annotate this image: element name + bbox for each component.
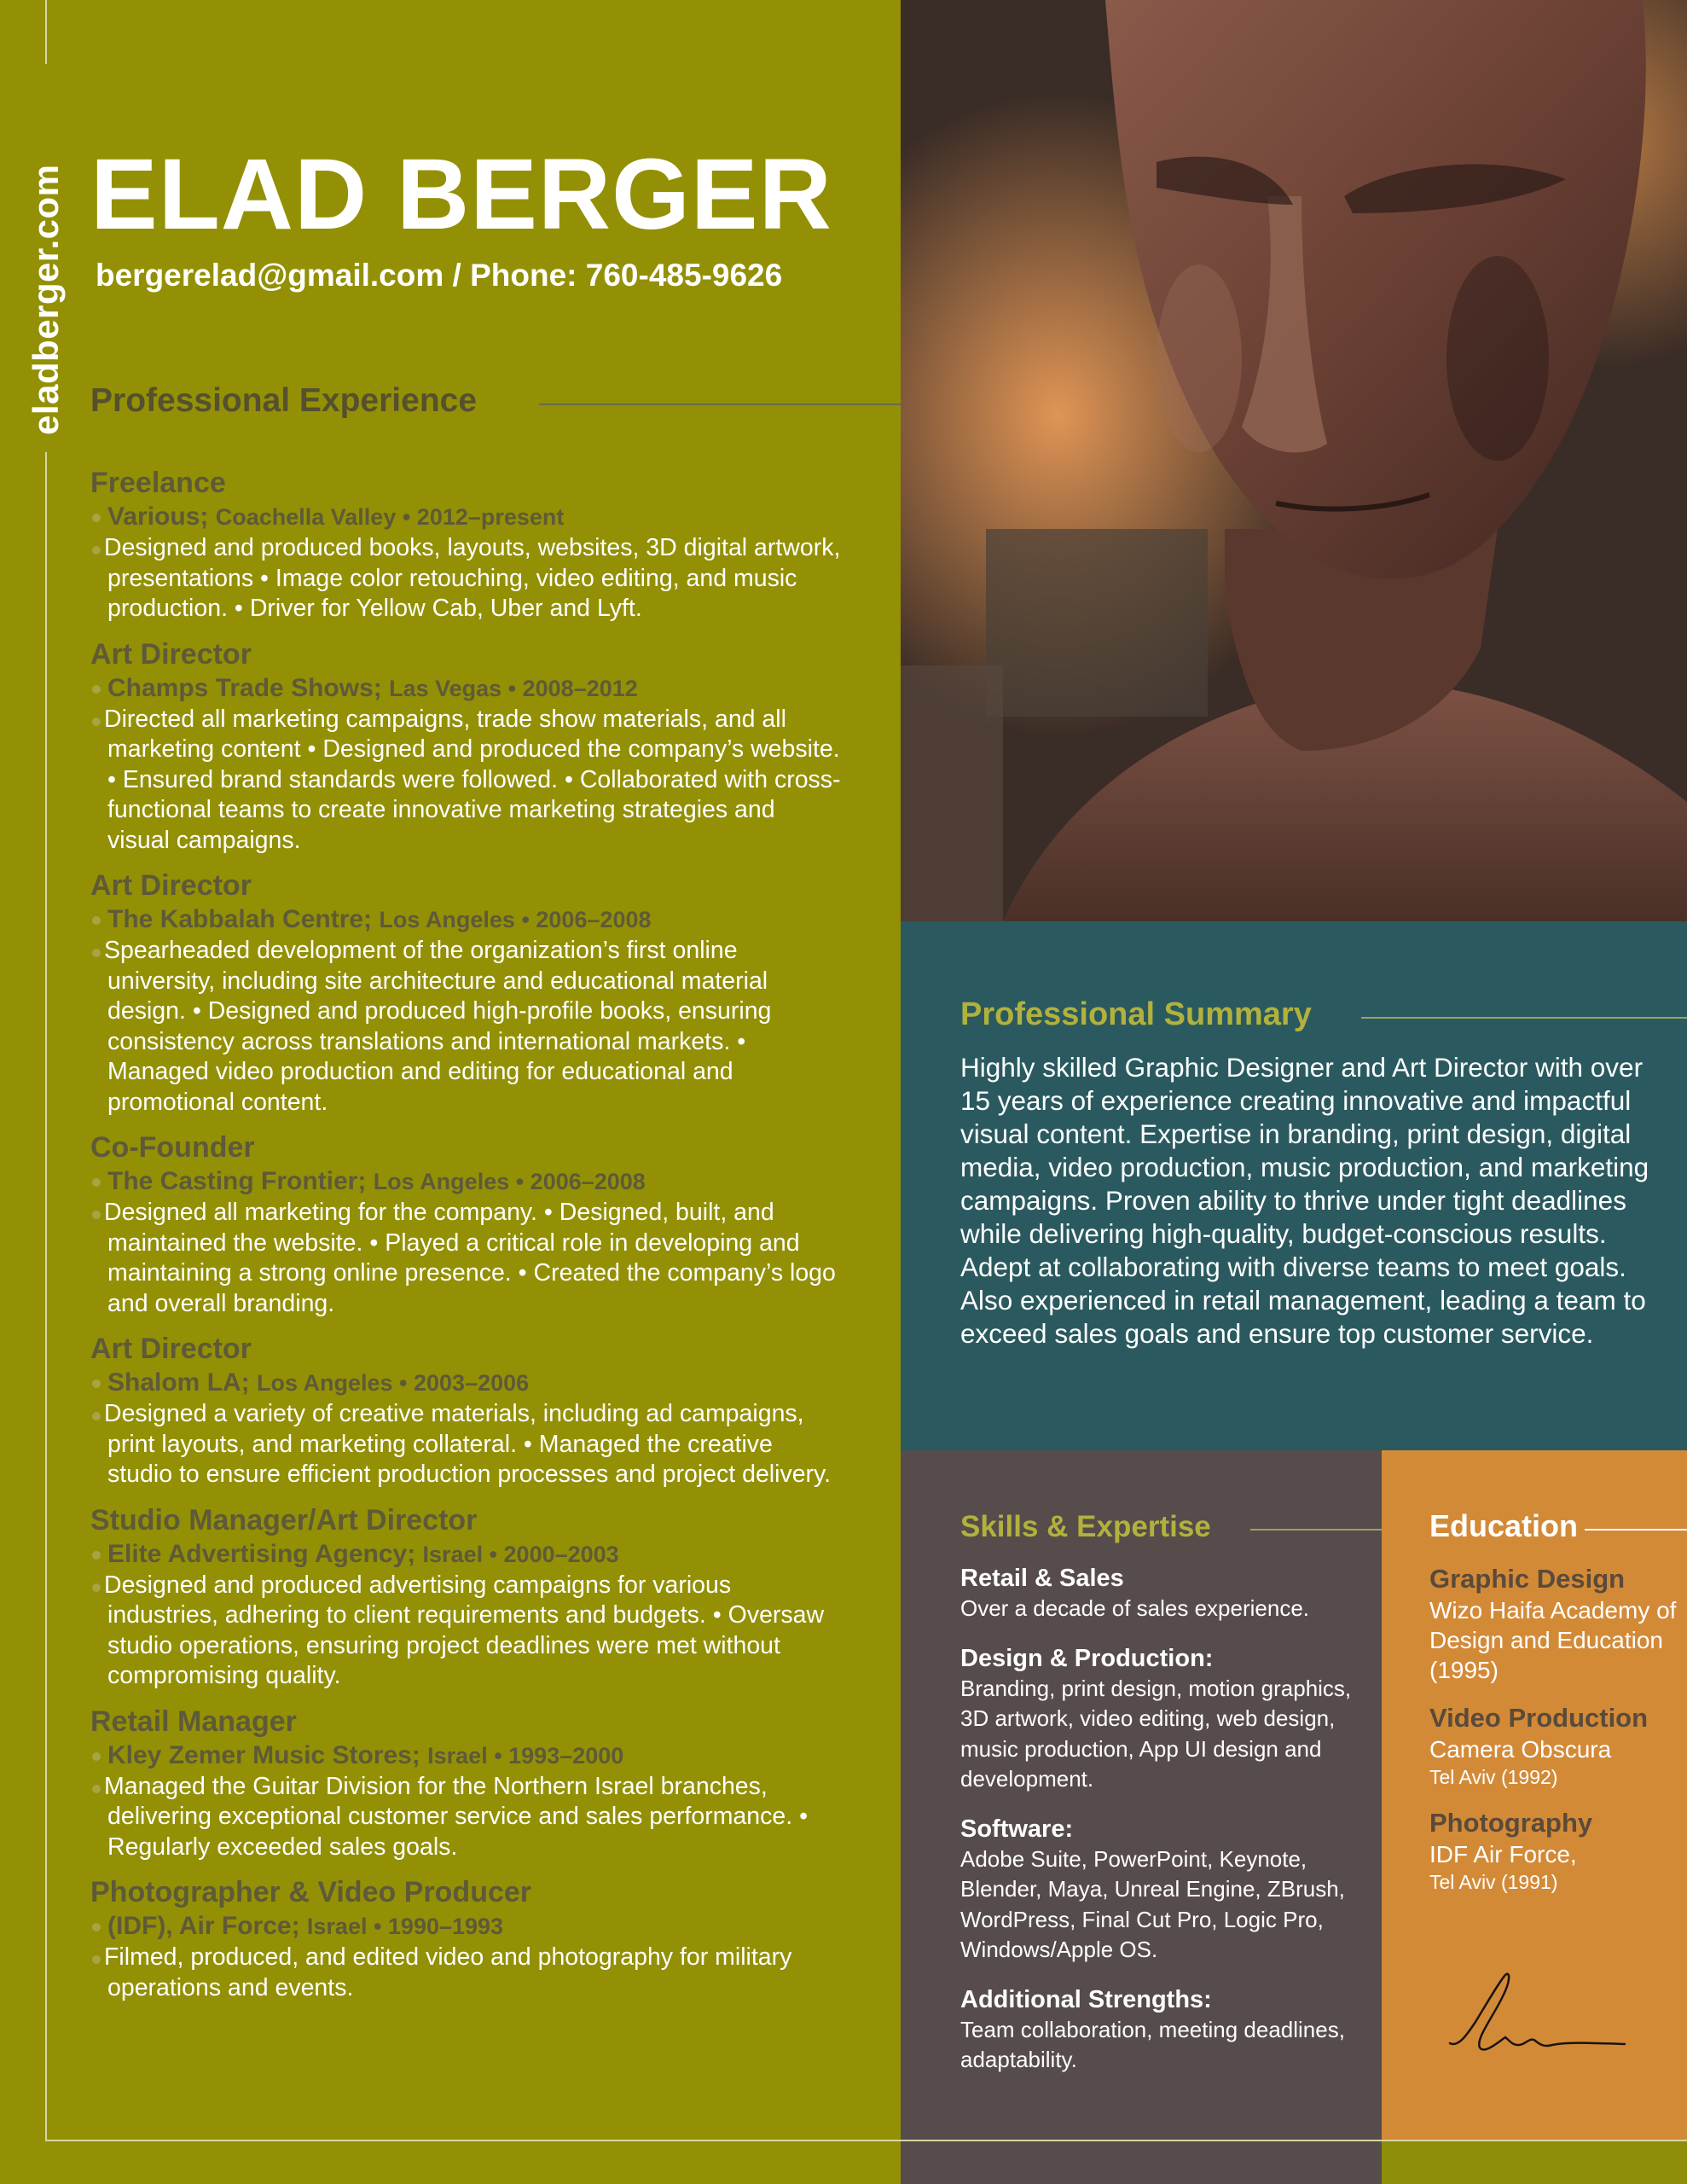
experience-rule (539, 404, 901, 405)
job-description: Designed and produced advertising campaigns for various industries, adhering to client requirements and budgets. • Oversaw studio operations, ensuring project deadlines were met without compromising quality. (104, 1571, 825, 1689)
education-item (1429, 1563, 1677, 1685)
job-role: Art Director (90, 869, 252, 902)
job-description: Spearheaded development of the organization’s first online university, including site architecture and educational material design. • Designed and produced high-profile books, ensuring consistency across translations and international markets. • Managed video production and editing for educational and promotional content. (104, 937, 772, 1116)
skill-item (960, 1563, 1361, 1624)
skills-list (960, 1563, 1361, 2094)
skill-heading: Design & Production: (960, 1644, 1214, 1672)
bullet-icon (92, 916, 101, 925)
job-organization (90, 1165, 841, 1198)
skill-item (960, 1984, 1361, 2076)
job-description-wrap (90, 533, 841, 624)
bullet-icon (92, 1178, 101, 1187)
job-location-dates: Las Vegas • 2008–2012 (389, 675, 638, 701)
skills-rule (1250, 1529, 1382, 1531)
skill-item (960, 1814, 1361, 1966)
bullet-icon (92, 1752, 101, 1761)
skill-heading: Retail & Sales (960, 1565, 1124, 1592)
bullet-icon (92, 1551, 101, 1560)
bullet-icon (92, 1211, 101, 1219)
job-organization (90, 672, 841, 705)
summary-rule (1361, 1017, 1687, 1019)
job-description-wrap (90, 1772, 841, 1863)
bullet-icon (92, 546, 101, 555)
education-school: Wizo Haifa Academy of Design and Education (1995) (1429, 1597, 1677, 1683)
decorative-line-left (45, 452, 47, 2141)
bullet-icon (92, 1785, 101, 1793)
job-organization (90, 1910, 841, 1943)
decorative-line-bottom (45, 2140, 1687, 2141)
experience-title: Professional Experience (90, 382, 478, 419)
education-field: Photography (1429, 1808, 1593, 1838)
job-description: Directed all marketing campaigns, trade show materials, and all marketing content • Designed and produced the company’s website. • Ensured brand standards were followed. • Collaborated with cross-functional teams to create innovative marketing strategies and visual campaigns. (104, 705, 841, 854)
job-company: Champs Trade Shows; (107, 673, 382, 702)
job-description-wrap (90, 1198, 841, 1319)
job-description-wrap (90, 936, 841, 1118)
job-description-wrap (90, 1399, 841, 1490)
job-location-dates: Los Angeles • 2006–2008 (373, 1169, 646, 1194)
summary-panel (901, 921, 1687, 1450)
job-organization (90, 903, 841, 936)
education-list (1429, 1563, 1677, 1912)
skill-description: Branding, print design, motion graphics, 3D artwork, video editing, web design, music production, App UI design and development. (960, 1675, 1352, 1792)
bullet-icon (92, 1923, 101, 1931)
job-role: Freelance (90, 467, 226, 499)
job-location-dates: Coachella Valley • 2012–present (215, 504, 565, 530)
job-role: Studio Manager/Art Director (90, 1503, 478, 1536)
education-item (1429, 1702, 1677, 1790)
job-location-dates: Los Angeles • 2006–2008 (379, 907, 652, 932)
experience-list (90, 465, 841, 2015)
job-description: Designed and produced books, layouts, websites, 3D digital artwork, presentations • Image color retouching, video editing, and music production. • Driver for Yellow Cab, Uber and Lyft. (104, 534, 841, 622)
website-url[interactable]: eladberger.com (26, 164, 66, 435)
experience-item (90, 465, 841, 624)
skill-item (960, 1643, 1361, 1795)
experience-item (90, 1502, 841, 1692)
job-role: Photographer & Video Producer (90, 1876, 532, 1908)
sculpture-portrait-image (901, 0, 1687, 921)
decorative-line-top (45, 0, 47, 64)
education-location-year: Tel Aviv (1991) (1429, 1871, 1558, 1893)
summary-title: Professional Summary (960, 996, 1312, 1032)
bullet-icon (92, 1412, 101, 1420)
job-location-dates: Los Angeles • 2003–2006 (257, 1370, 530, 1396)
skills-title: Skills & Expertise (960, 1510, 1211, 1543)
job-company: Elite Advertising Agency; (107, 1539, 416, 1568)
job-role: Co-Founder (90, 1131, 255, 1164)
skill-description: Adobe Suite, PowerPoint, Keynote, Blender, Maya, Unreal Engine, ZBrush, WordPress, Final Cut Pro, Logic Pro, Windows/Apple OS. (960, 1845, 1345, 1962)
job-company: Various; (107, 502, 209, 531)
sculpture-portrait-svg (901, 0, 1687, 921)
summary-text: Highly skilled Graphic Designer and Art Director with over 15 years of experience creating innovative and impactful visual content. Expertise in branding, print design, digital media, video production, music production, and marketing campaigns. Proven ability to thrive under tight deadlines while delivering high-quality, budget-conscious results. Adept at collaborating with diverse teams to meet goals. Also experienced in retail management, leading a team to exceed sales goals and ensure top customer service. (960, 1052, 1649, 1349)
education-school: Camera Obscura (1429, 1736, 1612, 1763)
job-description: Filmed, produced, and edited video and photography for military operations and events. (104, 1943, 792, 2001)
experience-item (90, 868, 841, 1118)
skill-heading: Additional Strengths: (960, 1985, 1212, 2013)
bullet-icon (92, 1380, 101, 1388)
job-organization (90, 1538, 841, 1571)
job-role: Art Director (90, 1333, 252, 1365)
job-company: (IDF), Air Force; (107, 1912, 300, 1940)
job-company: The Casting Frontier; (107, 1167, 367, 1195)
experience-item (90, 1130, 841, 1319)
job-location-dates: Israel • 1993–2000 (427, 1742, 624, 1769)
job-organization (90, 501, 841, 533)
contact-info: bergerelad@gmail.com / Phone: 760-485-9626 (96, 258, 783, 293)
skill-description: Team collaboration, meeting deadlines, adaptability. (960, 2016, 1345, 2072)
education-school: IDF Air Force, (1429, 1841, 1577, 1867)
skill-heading: Software: (960, 1815, 1074, 1843)
skill-description: Over a decade of sales experience. (960, 1595, 1310, 1621)
bullet-icon (92, 1583, 101, 1592)
experience-item (90, 1704, 841, 1863)
experience-item (90, 1874, 841, 2003)
job-description-wrap (90, 1943, 841, 2003)
job-company: Kley Zemer Music Stores; (107, 1740, 420, 1769)
education-title: Education (1429, 1508, 1579, 1543)
job-description-wrap (90, 1571, 841, 1692)
bullet-icon (92, 514, 101, 522)
education-rule (1585, 1529, 1687, 1531)
bullet-icon (92, 1955, 101, 1964)
bullet-icon (92, 685, 101, 694)
skills-panel (901, 1450, 1382, 2184)
job-role: Retail Manager (90, 1705, 297, 1738)
experience-item (90, 636, 841, 857)
job-description: Designed all marketing for the company. • Designed, built, and maintained the website. • Played a critical role in developing and maintaining a strong online presence. • Created the company’s logo and overall branding. (104, 1199, 836, 1317)
job-company: Shalom LA; (107, 1368, 250, 1397)
job-role: Art Director (90, 637, 252, 671)
education-field: Graphic Design (1429, 1564, 1626, 1594)
signature-image (1441, 1962, 1638, 2065)
job-organization (90, 1367, 841, 1399)
bullet-icon (92, 949, 101, 957)
candidate-name: ELAD BERGER (90, 138, 832, 251)
bullet-icon (92, 717, 101, 726)
job-description: Designed a variety of creative materials, including ad campaigns, print layouts, and marketing collateral. • Managed the creative studio to ensure efficient production processes and project delivery. (104, 1400, 832, 1488)
job-description-wrap (90, 705, 841, 857)
experience-item (90, 1331, 841, 1490)
job-organization (90, 1740, 841, 1772)
job-company: The Kabbalah Centre; (107, 905, 373, 933)
education-panel (1382, 1450, 1687, 2140)
job-location-dates: Israel • 1990–1993 (306, 1914, 504, 1939)
job-location-dates: Israel • 2000–2003 (422, 1541, 619, 1567)
education-location-year: Tel Aviv (1992) (1429, 1766, 1558, 1788)
job-description: Managed the Guitar Division for the Northern Israel branches, delivering exceptional customer service and sales performance. • Regularly exceeded sales goals. (104, 1772, 809, 1861)
education-item (1429, 1807, 1677, 1895)
education-field: Video Production (1429, 1703, 1649, 1733)
